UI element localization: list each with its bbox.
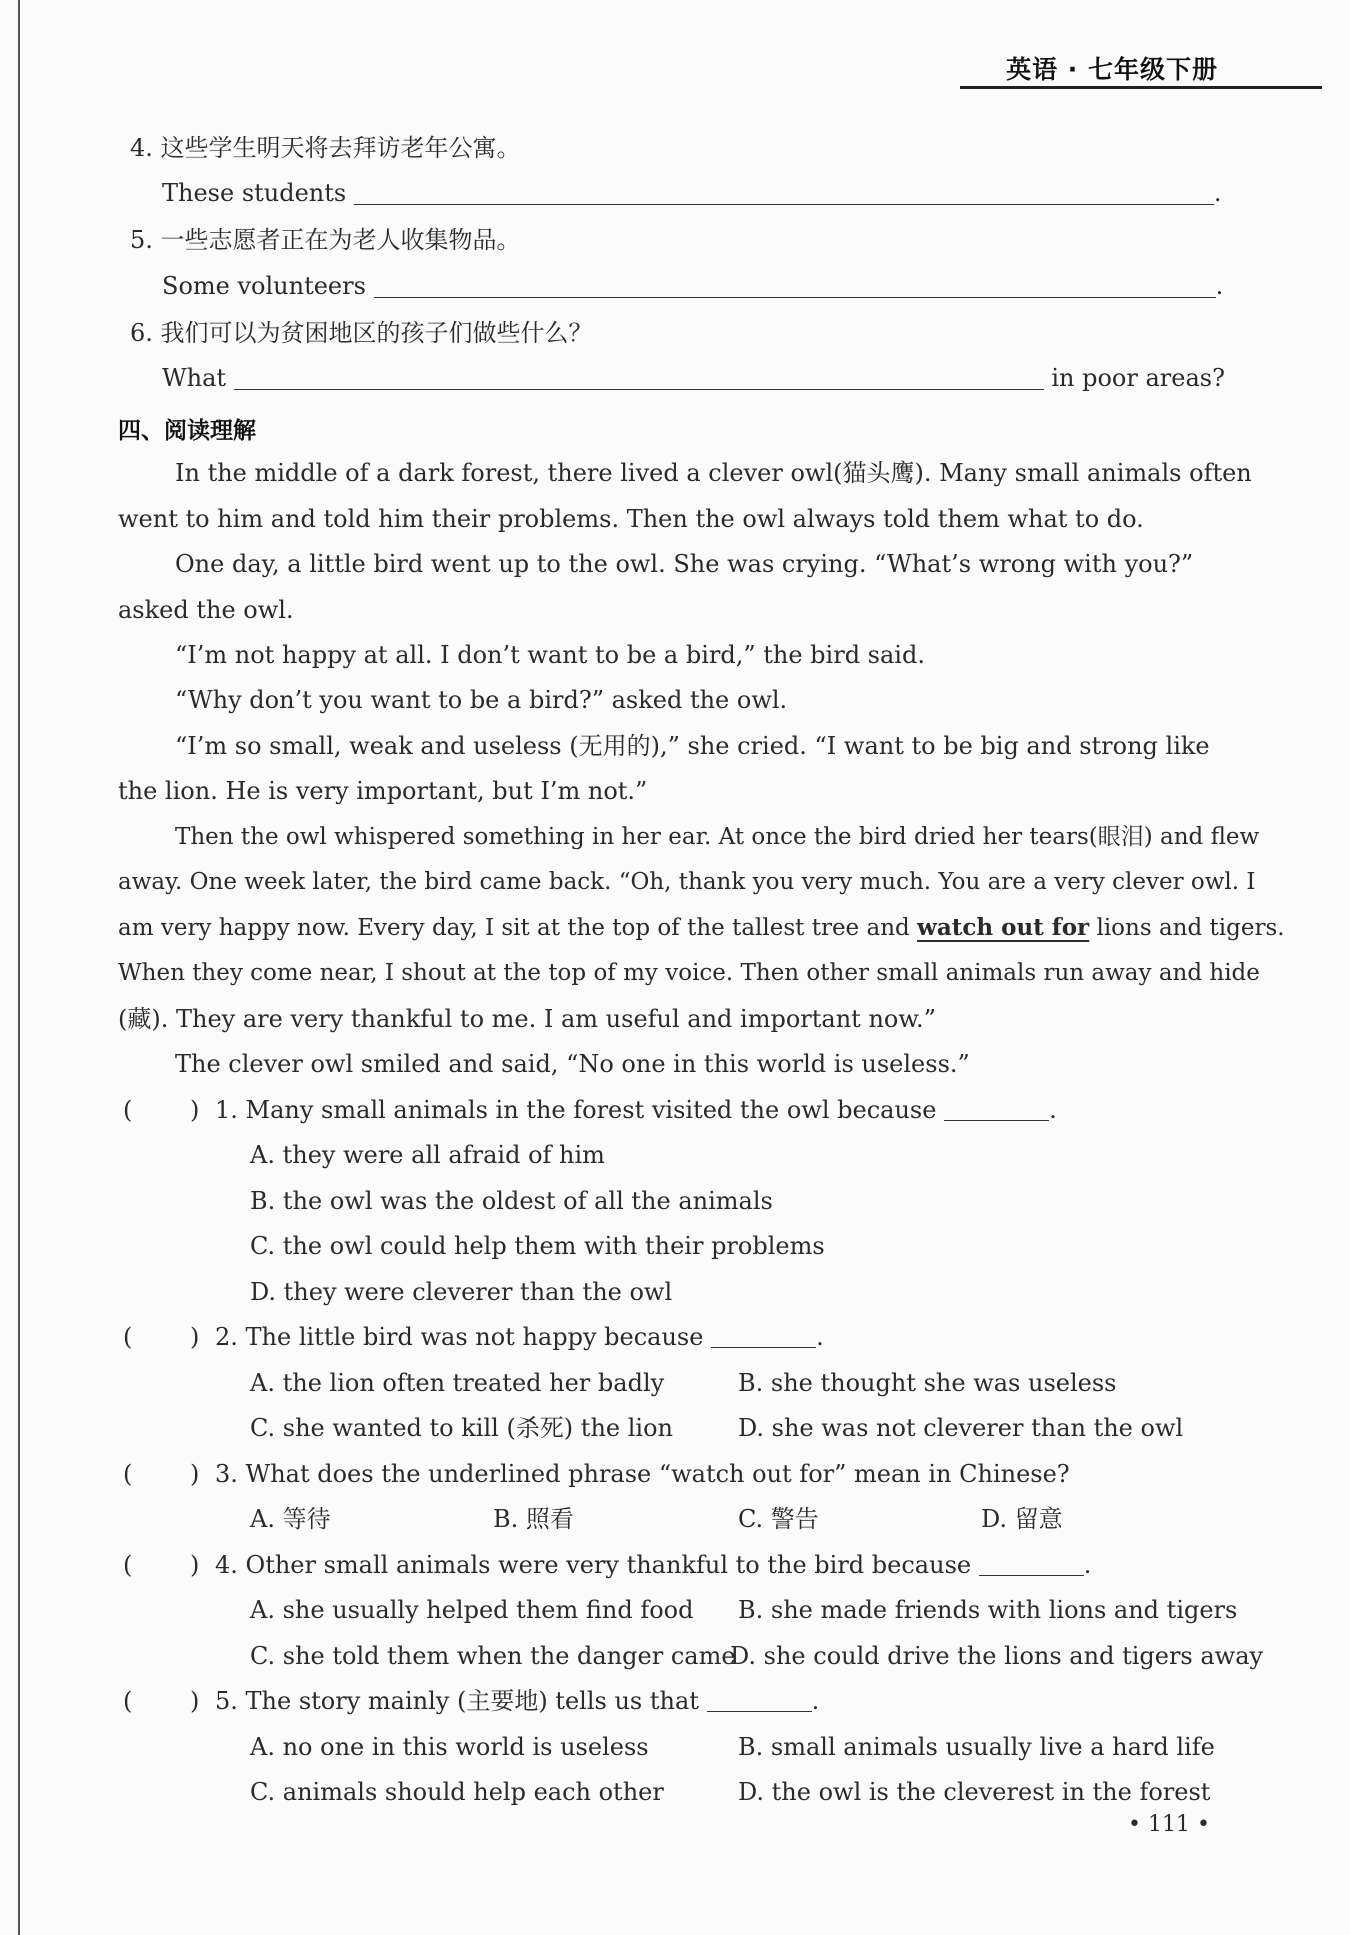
question-2-option-c[interactable]: C. she wanted to kill (杀死) the lion: [250, 1414, 673, 1442]
translation-q6-answer: What in poor areas?: [162, 364, 1225, 392]
answer-paren-close: ): [190, 1687, 200, 1715]
answer-blank[interactable]: [354, 180, 1214, 205]
page-header-title: 英语 · 七年级下册: [1006, 55, 1218, 84]
question-4-stem: 4. Other small animals were very thankful to the bird because .: [215, 1551, 1092, 1579]
passage-line: The clever owl smiled and said, “No one in this world is useless.”: [175, 1050, 970, 1078]
answer-paren-open: (: [123, 1551, 133, 1579]
question-2-option-b[interactable]: B. she thought she was useless: [738, 1369, 1117, 1397]
question-3-option-d[interactable]: D. 留意: [981, 1505, 1063, 1533]
question-1-stem: 1. Many small animals in the forest visited the owl because .: [215, 1096, 1057, 1124]
question-2-stem: 2. The little bird was not happy because .: [215, 1323, 824, 1351]
translation-q4-answer: These students .: [162, 179, 1222, 207]
passage-line: the lion. He is very important, but I’m not.”: [118, 777, 648, 805]
question-1-option-d[interactable]: D. they were cleverer than the owl: [250, 1278, 673, 1306]
question-3-option-a[interactable]: A. 等待: [250, 1505, 331, 1533]
answer-paren-close: ): [190, 1460, 200, 1488]
answer-blank[interactable]: [979, 1553, 1084, 1576]
question-5-option-b[interactable]: B. small animals usually live a hard life: [738, 1733, 1215, 1761]
page-number: • 111 •: [1128, 1812, 1210, 1837]
question-1-option-c[interactable]: C. the owl could help them with their problems: [250, 1232, 825, 1260]
passage-line: away. One week later, the bird came back. “Oh, thank you very much. You are a very clever owl. I: [118, 869, 1256, 895]
passage-line: One day, a little bird went up to the owl. She was crying. “What’s wrong with you?”: [175, 550, 1194, 578]
binding-edge: [18, 0, 20, 1935]
answer-blank[interactable]: [707, 1689, 812, 1712]
translation-q4-prompt: 4. 这些学生明天将去拜访老年公寓。: [130, 134, 521, 162]
passage-line: Then the owl whispered something in her ear. At once the bird dried her tears(眼泪) and flew: [175, 824, 1260, 850]
question-3-option-b[interactable]: B. 照看: [493, 1505, 574, 1533]
question-5-option-c[interactable]: C. animals should help each other: [250, 1778, 664, 1806]
question-5-option-a[interactable]: A. no one in this world is useless: [250, 1733, 649, 1761]
question-5-stem: 5. The story mainly (主要地) tells us that .: [215, 1687, 820, 1715]
answer-paren-open: (: [123, 1687, 133, 1715]
answer-paren-close: ): [190, 1551, 200, 1579]
passage-line: am very happy now. Every day, I sit at the top of the tallest tree and watch out for lions and tigers.: [118, 914, 1285, 941]
answer-blank[interactable]: [944, 1098, 1049, 1121]
answer-blank[interactable]: [374, 273, 1216, 298]
answer-paren-open: (: [123, 1323, 133, 1351]
passage-line: asked the owl.: [118, 596, 294, 624]
passage-line: “I’m so small, weak and useless (无用的),” she cried. “I want to be big and strong like: [175, 732, 1210, 760]
question-3-stem: 3. What does the underlined phrase “watch out for” mean in Chinese?: [215, 1460, 1070, 1488]
passage-line: “I’m not happy at all. I don’t want to be a bird,” the bird said.: [175, 641, 925, 669]
answer-paren-close: ): [190, 1096, 200, 1124]
answer-paren-open: (: [123, 1096, 133, 1124]
question-1-option-b[interactable]: B. the owl was the oldest of all the animals: [250, 1187, 773, 1215]
question-2-option-a[interactable]: A. the lion often treated her badly: [250, 1369, 665, 1397]
question-4-option-b[interactable]: B. she made friends with lions and tigers: [738, 1596, 1238, 1624]
passage-line: “Why don’t you want to be a bird?” asked the owl.: [175, 686, 788, 714]
header-rule: [960, 86, 1322, 89]
question-3-option-c[interactable]: C. 警告: [738, 1505, 819, 1533]
answer-blank[interactable]: [234, 365, 1044, 390]
section-title-reading: 四、阅读理解: [118, 418, 256, 444]
question-5-option-d[interactable]: D. the owl is the cleverest in the forest: [738, 1778, 1211, 1806]
question-4-option-c[interactable]: C. she told them when the danger came: [250, 1642, 736, 1670]
translation-q5-answer: Some volunteers .: [162, 272, 1224, 300]
question-4-option-a[interactable]: A. she usually helped them find food: [250, 1596, 694, 1624]
question-2-option-d[interactable]: D. she was not cleverer than the owl: [738, 1414, 1184, 1442]
underlined-phrase: watch out for: [917, 914, 1090, 941]
passage-line: went to him and told him their problems. Then the owl always told them what to do.: [118, 505, 1144, 533]
passage-line: In the middle of a dark forest, there lived a clever owl(猫头鹰). Many small animals often: [175, 459, 1252, 487]
answer-paren-close: ): [190, 1323, 200, 1351]
translation-q6-prompt: 6. 我们可以为贫困地区的孩子们做些什么？: [130, 319, 593, 347]
question-4-option-d[interactable]: D. she could drive the lions and tigers away: [730, 1642, 1264, 1670]
translation-q5-prompt: 5. 一些志愿者正在为老人收集物品。: [130, 226, 521, 254]
answer-paren-open: (: [123, 1460, 133, 1488]
passage-line: (藏). They are very thankful to me. I am useful and important now.”: [118, 1005, 936, 1033]
passage-line: When they come near, I shout at the top of my voice. Then other small animals run away and hide: [118, 960, 1260, 986]
question-1-option-a[interactable]: A. they were all afraid of him: [250, 1141, 605, 1169]
answer-blank[interactable]: [711, 1325, 816, 1348]
